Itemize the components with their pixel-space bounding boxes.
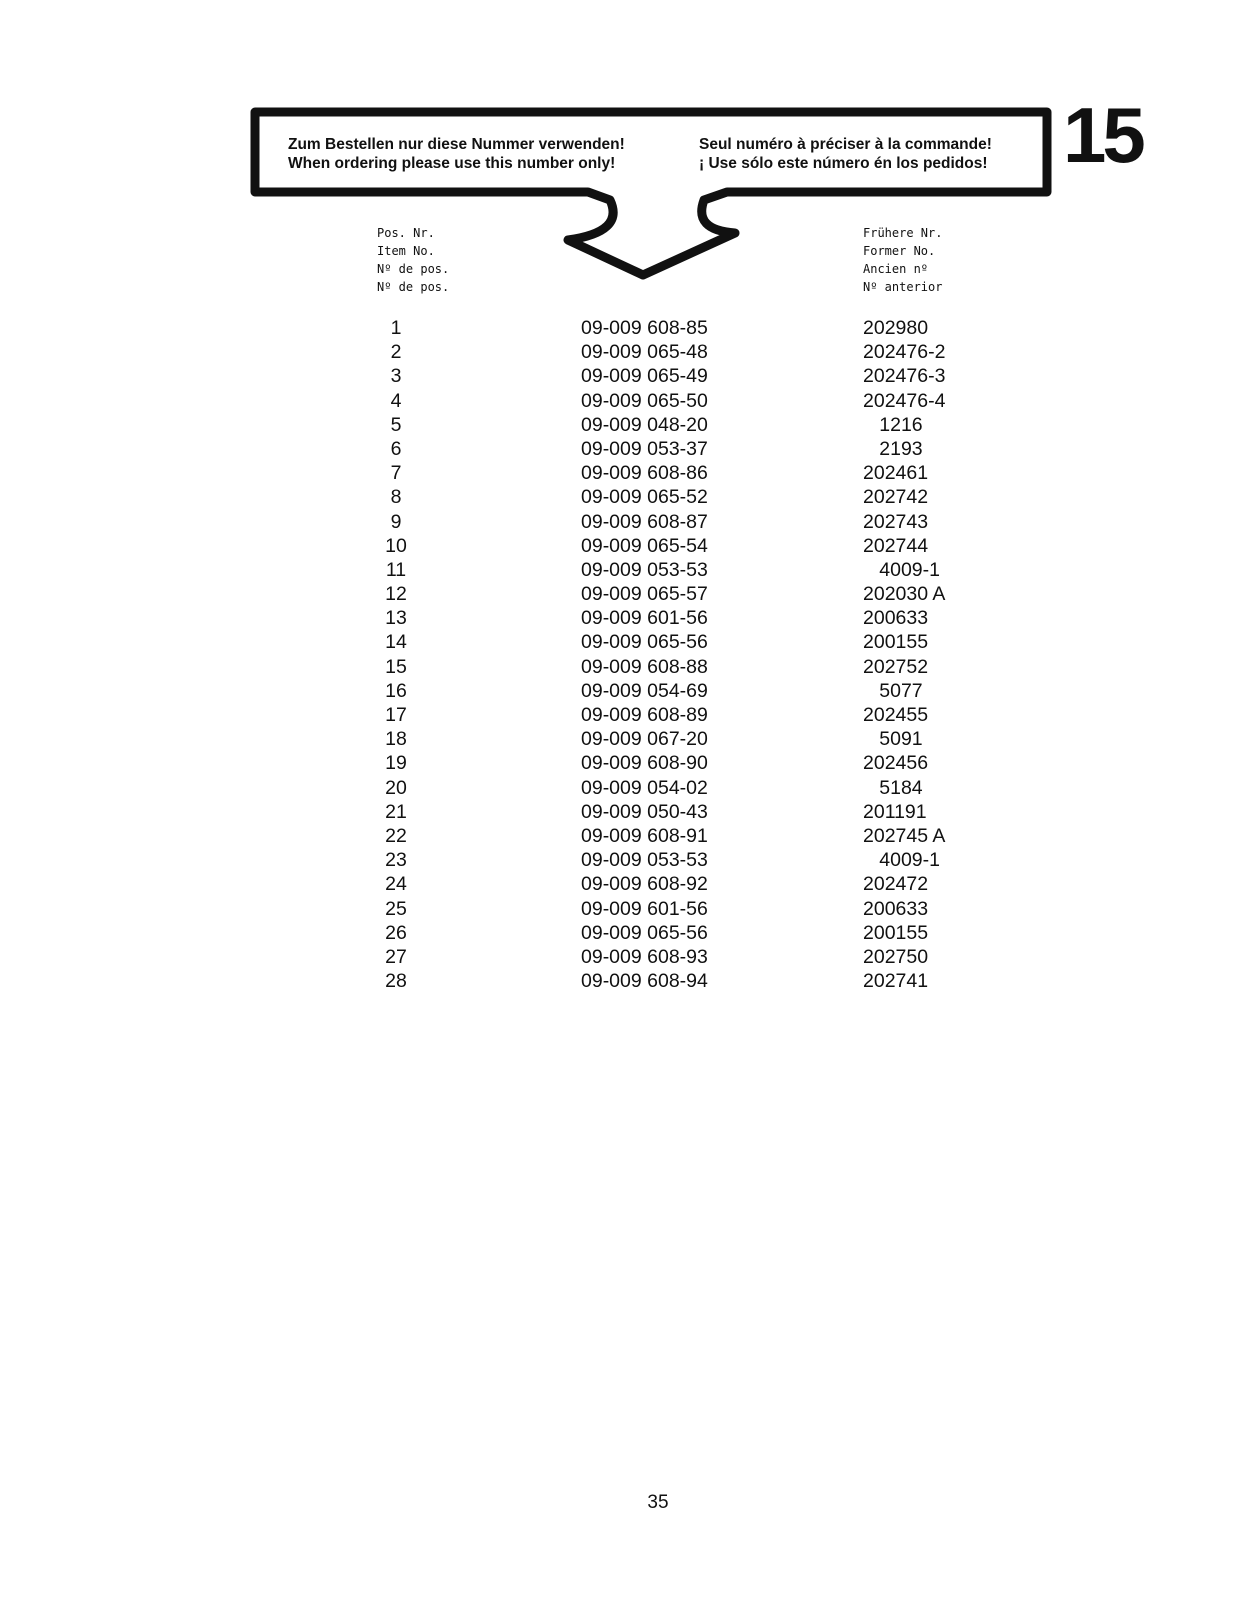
table-row bbox=[0, 945, 1237, 969]
position-cell: 9 bbox=[390, 510, 402, 533]
former-number-cell: 202745 A bbox=[863, 824, 946, 847]
notice-line-english: When ordering please use this number only! bbox=[288, 155, 616, 172]
former-number-cell: 202743 bbox=[863, 510, 929, 533]
position-cell: 18 bbox=[385, 728, 407, 751]
position-cell: 25 bbox=[385, 897, 407, 920]
former-number-cell: 200633 bbox=[863, 607, 929, 630]
column-header-line: Item No. bbox=[377, 244, 435, 258]
position-cell: 10 bbox=[385, 534, 407, 557]
part-number-cell: 09-009 608-94 bbox=[581, 970, 708, 993]
position-cell: 26 bbox=[385, 921, 407, 944]
position-cell: 28 bbox=[385, 970, 407, 993]
position-cell: 20 bbox=[385, 776, 407, 799]
position-cell: 22 bbox=[385, 824, 407, 847]
table-row bbox=[0, 897, 1237, 921]
table-row bbox=[0, 727, 1237, 751]
table-row bbox=[0, 751, 1237, 775]
position-cell: 19 bbox=[385, 752, 407, 775]
former-number-cell: 200633 bbox=[863, 897, 929, 920]
part-number-cell: 09-009 067-20 bbox=[581, 728, 708, 751]
part-number-cell: 09-009 608-90 bbox=[581, 752, 708, 775]
part-number-cell: 09-009 065-57 bbox=[581, 583, 708, 606]
former-number-cell: 200155 bbox=[863, 631, 929, 654]
table-row bbox=[0, 848, 1237, 872]
table-row bbox=[0, 800, 1237, 824]
former-number-cell: 202461 bbox=[863, 462, 929, 485]
former-number-cell: 202476-4 bbox=[863, 389, 946, 412]
part-number-cell: 09-009 065-49 bbox=[581, 365, 708, 388]
position-cell: 6 bbox=[390, 437, 402, 460]
order-notice-fr-es bbox=[699, 135, 992, 173]
table-row bbox=[0, 340, 1237, 364]
part-number-cell: 09-009 601-56 bbox=[581, 897, 708, 920]
former-number-cell: 202741 bbox=[863, 970, 929, 993]
position-cell: 14 bbox=[385, 631, 407, 654]
parts-list bbox=[0, 316, 1237, 993]
part-number-cell: 09-009 065-48 bbox=[581, 341, 708, 364]
position-cell: 3 bbox=[390, 365, 402, 388]
position-cell: 23 bbox=[385, 849, 407, 872]
table-row bbox=[0, 872, 1237, 896]
column-header-line: Nº de pos. bbox=[377, 280, 450, 294]
position-cell: 12 bbox=[385, 583, 407, 606]
former-number-cell: 1216 bbox=[863, 413, 923, 436]
table-row bbox=[0, 558, 1237, 582]
former-number-cell: 202030 A bbox=[863, 583, 946, 606]
position-cell: 17 bbox=[385, 704, 407, 726]
former-number-cell: 5091 bbox=[863, 728, 923, 751]
part-number-cell: 09-009 054-02 bbox=[581, 776, 708, 799]
position-cell: 8 bbox=[390, 486, 402, 509]
table-row bbox=[0, 606, 1237, 630]
position-cell: 27 bbox=[385, 945, 407, 968]
part-number-cell: 09-009 608-85 bbox=[581, 317, 708, 339]
table-row bbox=[0, 630, 1237, 654]
former-number-cell: 202476-2 bbox=[863, 341, 946, 364]
table-row bbox=[0, 921, 1237, 945]
part-number-cell: 09-009 065-50 bbox=[581, 389, 708, 412]
position-cell: 7 bbox=[390, 462, 402, 485]
position-cell: 15 bbox=[385, 655, 407, 678]
former-number-cell: 4009-1 bbox=[863, 558, 940, 581]
notice-line-spanish: ¡ Use sólo este número én los pedidos! bbox=[699, 155, 988, 172]
table-row bbox=[0, 582, 1237, 606]
part-number-cell: 09-009 054-69 bbox=[581, 679, 708, 702]
part-number-cell: 09-009 065-56 bbox=[581, 631, 708, 654]
column-header-line: Frühere Nr. bbox=[863, 226, 943, 240]
table-row bbox=[0, 655, 1237, 679]
former-number-cell: 201191 bbox=[863, 800, 927, 823]
part-number-cell: 09-009 608-86 bbox=[581, 462, 708, 485]
former-number-cell: 202472 bbox=[863, 873, 929, 896]
table-row bbox=[0, 461, 1237, 485]
position-cell: 13 bbox=[385, 607, 407, 630]
part-number-cell: 09-009 065-52 bbox=[581, 486, 708, 509]
former-number-cell: 202455 bbox=[863, 704, 929, 726]
position-cell: 16 bbox=[385, 679, 407, 702]
column-header-line: Nº de pos. bbox=[377, 262, 450, 276]
part-number-cell: 09-009 608-92 bbox=[581, 873, 708, 896]
part-number-cell: 09-009 608-91 bbox=[581, 824, 708, 847]
former-number-cell: 5184 bbox=[863, 776, 923, 799]
former-number-cell: 202744 bbox=[863, 534, 929, 557]
former-number-cell: 202752 bbox=[863, 655, 929, 678]
part-number-cell: 09-009 065-56 bbox=[581, 921, 708, 944]
table-row bbox=[0, 316, 1237, 340]
column-header-line: Ancien nº bbox=[863, 262, 929, 276]
section-number: 15 bbox=[1063, 91, 1142, 179]
former-number-cell: 202456 bbox=[863, 752, 929, 775]
part-number-cell: 09-009 608-87 bbox=[581, 510, 708, 533]
part-number-cell: 09-009 608-89 bbox=[581, 704, 708, 726]
table-row bbox=[0, 534, 1237, 558]
former-number-cell: 202750 bbox=[863, 945, 929, 968]
notice-line-french: Seul numéro à préciser à la commande! bbox=[699, 136, 992, 153]
former-number-column-header bbox=[863, 224, 942, 296]
table-row bbox=[0, 969, 1237, 993]
position-cell: 4 bbox=[390, 389, 402, 412]
former-number-cell: 200155 bbox=[863, 921, 929, 944]
position-cell: 24 bbox=[385, 873, 407, 896]
part-number-cell: 09-009 065-54 bbox=[581, 534, 708, 557]
part-number-cell: 09-009 608-93 bbox=[581, 945, 708, 968]
table-row bbox=[0, 679, 1237, 703]
part-number-cell: 09-009 050-43 bbox=[581, 800, 708, 823]
page-number: 35 bbox=[647, 1492, 669, 1513]
former-number-cell: 202980 bbox=[863, 317, 929, 339]
table-row bbox=[0, 485, 1237, 509]
position-cell: 11 bbox=[385, 558, 407, 581]
table-row bbox=[0, 389, 1237, 413]
table-row bbox=[0, 703, 1237, 727]
part-number-cell: 09-009 048-20 bbox=[581, 413, 708, 436]
part-number-cell: 09-009 608-88 bbox=[581, 655, 708, 678]
part-number-cell: 09-009 601-56 bbox=[581, 607, 708, 630]
table-row bbox=[0, 413, 1237, 437]
table-row bbox=[0, 510, 1237, 534]
position-cell: 21 bbox=[385, 800, 407, 823]
part-number-cell: 09-009 053-37 bbox=[581, 437, 708, 460]
former-number-cell: 202476-3 bbox=[863, 365, 946, 388]
table-row bbox=[0, 437, 1237, 461]
former-number-cell: 5077 bbox=[863, 679, 923, 702]
notice-line-german: Zum Bestellen nur diese Nummer verwenden! bbox=[288, 136, 625, 153]
former-number-cell: 4009-1 bbox=[863, 849, 940, 872]
part-number-cell: 09-009 053-53 bbox=[581, 849, 708, 872]
column-header-line: Pos. Nr. bbox=[377, 226, 435, 240]
position-column-header bbox=[377, 224, 449, 296]
table-row bbox=[0, 776, 1237, 800]
order-notice-de-en bbox=[288, 135, 625, 173]
position-cell: 5 bbox=[390, 413, 402, 436]
part-number-cell: 09-009 053-53 bbox=[581, 558, 708, 581]
former-number-cell: 2193 bbox=[863, 437, 923, 460]
former-number-cell: 202742 bbox=[863, 486, 929, 509]
column-header-line: Former No. bbox=[863, 244, 936, 258]
table-row bbox=[0, 824, 1237, 848]
table-row bbox=[0, 364, 1237, 388]
column-header-line: Nº anterior bbox=[863, 280, 943, 294]
position-cell: 1 bbox=[390, 317, 402, 339]
position-cell: 2 bbox=[390, 341, 402, 364]
